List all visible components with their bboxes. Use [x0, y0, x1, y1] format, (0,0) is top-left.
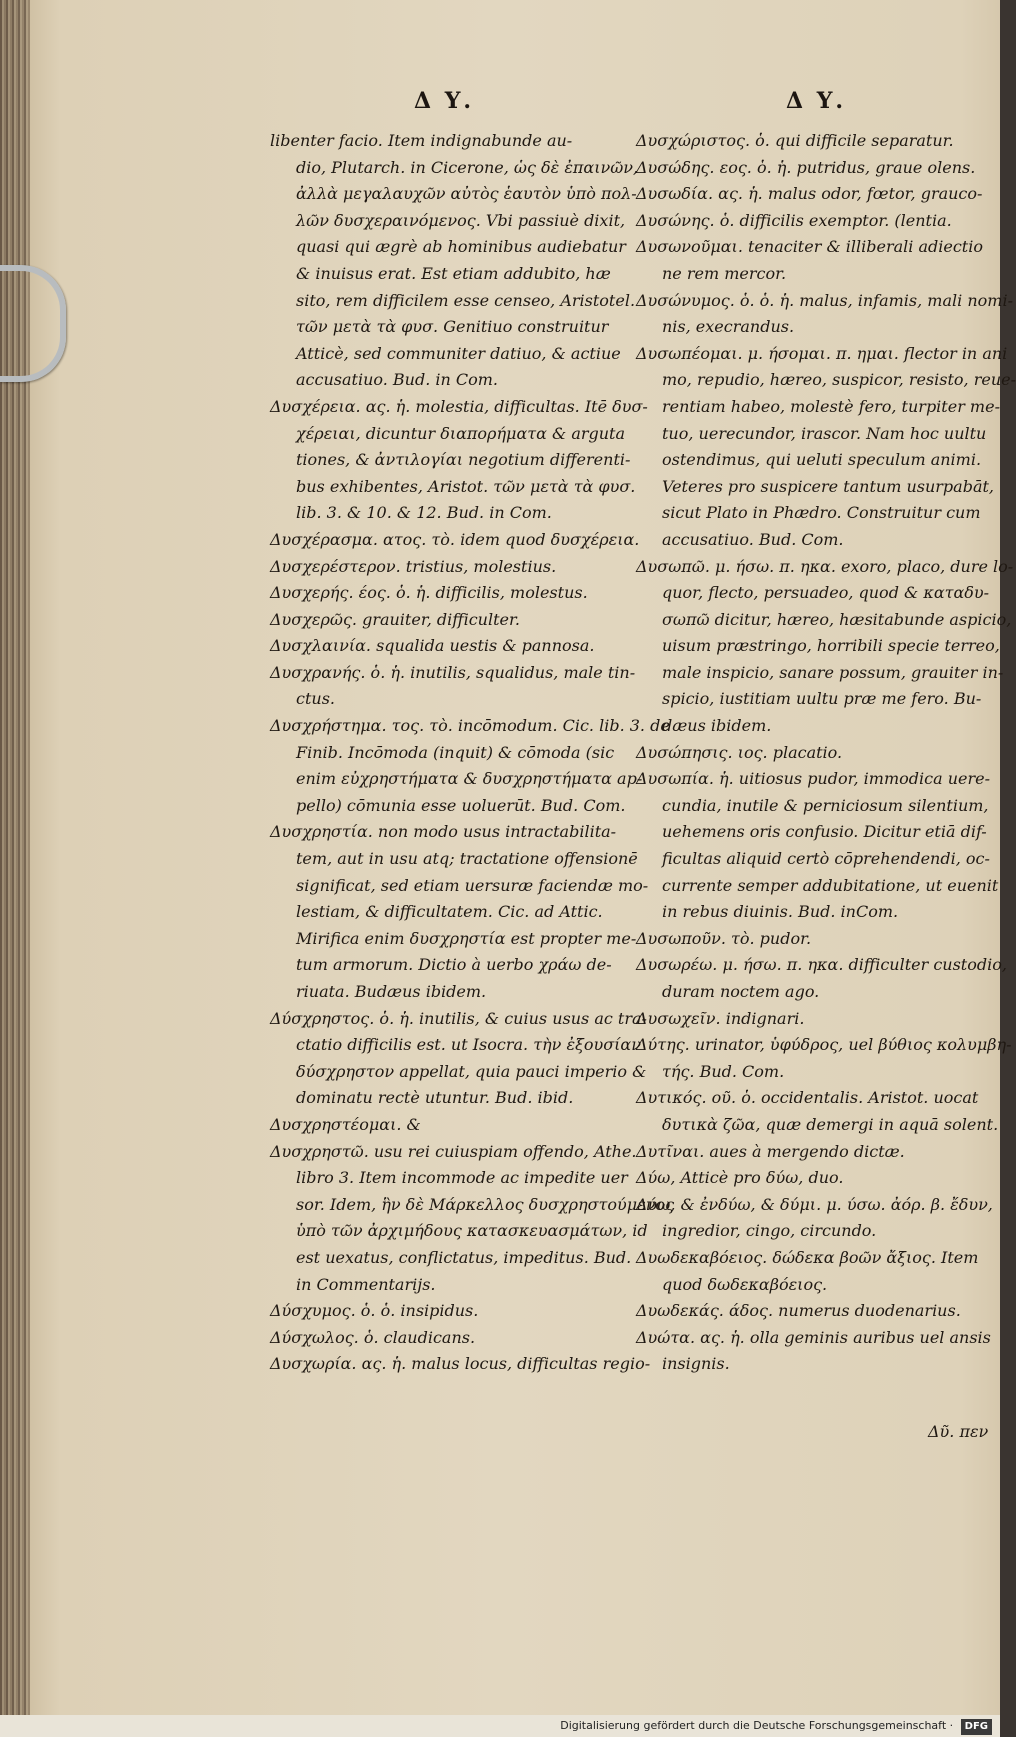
entry-headword-line: Δυσχωρία. ας. ἡ. malus locus, difficultas regio- — [270, 1354, 651, 1374]
dictionary-entry — [270, 633, 625, 660]
book-page-edges — [0, 0, 30, 1737]
entry-headword-line: Δυσχώριστος. ὁ. qui difficile separatur. — [636, 131, 954, 150]
entry-continuation-line: δυτικὰ ζῶα, quæ demergi in aquā solent. — [662, 1114, 999, 1134]
entry-continuation-line: lib. 3. & 10. & 12. Bud. in Com. — [296, 503, 552, 523]
entry-continuation-line: uehemens oris confusio. Dicitur etiā dif- — [662, 822, 987, 842]
entry-headword-line: Δυσχρηστέομαι. & — [270, 1114, 421, 1134]
dictionary-entry — [270, 607, 625, 634]
dictionary-entry — [270, 1112, 625, 1139]
entry-continuation-line: χέρειαι, dicuntur διαπορήματα & arguta — [296, 423, 626, 443]
entry-continuation-line: Mirifica enim δυσχρηστία est propter me- — [296, 928, 637, 948]
entry-continuation-line: significat, sed etiam uersuræ faciendæ mo- — [296, 875, 649, 895]
entry-headword-line: Δυτικός. οῦ. ὁ. occidentalis. Aristot. uocat — [636, 1088, 979, 1108]
dictionary-entry — [636, 740, 971, 767]
entry-continuation-line: ctus. — [296, 689, 335, 709]
dictionary-entry — [636, 341, 1016, 554]
dictionary-entry — [270, 1351, 651, 1378]
entry-continuation-line: ὑπὸ τῶν ἀρχιμήδους κατασκευασμάτων, id — [296, 1221, 648, 1241]
right-column — [636, 128, 1016, 1378]
entry-continuation-line: est uexatus, conflictatus, impeditus. Bud. — [296, 1247, 632, 1267]
entry-headword-line: Δυσωπία. ἡ. uitiosus pudor, immodica uere- — [636, 769, 991, 789]
dictionary-entry — [636, 766, 999, 926]
entry-headword-line: Δυσωρέω. μ. ήσω. π. ηκα. difficulter custodio, — [636, 955, 1007, 975]
entry-continuation-line: currente semper addubitatione, ut euenit — [662, 875, 999, 895]
entry-continuation-line: spicio, iustitiam uultu præ me fero. Bu- — [662, 689, 982, 709]
entry-headword-line: Δυσχερής. έος. ὁ. ἡ. difficilis, molestus. — [270, 583, 588, 603]
entry-continuation-line: bus exhibentes, Aristot. τῶν μετὰ τὰ φυσ. — [296, 476, 636, 496]
dictionary-entry — [636, 952, 1007, 1005]
entry-headword-line: Δυσωνοῦμαι. tenaciter & illiberali adiectio — [636, 237, 983, 257]
entry-headword-line: Δυσώνυμος. ὁ. ὁ. ἡ. malus, infamis, mali nomi- — [636, 290, 1013, 310]
entry-headword-line: Δυσχέρασμα. ατος. τὸ. idem quod δυσχέρεια. — [270, 529, 640, 549]
entry-continuation-line: mo, repudio, hæreo, suspicor, resisto, reue- — [662, 370, 1016, 390]
entry-continuation-line: δύσχρηστον appellat, quia pauci imperio & — [296, 1061, 647, 1081]
entry-headword-line: Δυτῖναι. aues à mergendo dictæ. — [636, 1141, 905, 1161]
entry-headword-line: Δυσώνης. ὁ. difficilis exemptor. (lentia. — [636, 210, 952, 230]
entry-continuation-line: Veteres pro suspicere tantum usurpabāt, — [662, 476, 995, 496]
entry-headword-line: Δύσχυμος. ὁ. ὁ. insipidus. — [270, 1301, 479, 1321]
entry-continuation-line: ingredior, cingo, circundo. — [662, 1221, 877, 1241]
entry-continuation-line: ficultas aliquid certò cōprehendendi, oc- — [662, 849, 990, 869]
running-head-left: Δ Υ. — [414, 88, 475, 114]
dictionary-entry — [636, 1165, 971, 1192]
entry-headword-line: Δυσχρήστημα. τος. τὸ. incōmodum. Cic. lib. 3. de — [270, 716, 670, 736]
dictionary-entry — [636, 926, 971, 953]
entry-continuation-line: riuata. Budæus ibidem. — [296, 982, 487, 1001]
entry-continuation-line: duram noctem ago. — [662, 982, 820, 1001]
dictionary-entry — [270, 580, 625, 607]
entry-headword-line: Δύω, & ἐνδύω, & δύμι. μ. ύσω. ἀόρ. β. ἔδυν, — [636, 1194, 993, 1214]
entry-continuation-line: insignis. — [662, 1354, 730, 1374]
dictionary-entry — [636, 1006, 971, 1033]
dictionary-entry — [636, 1298, 971, 1325]
dictionary-entry — [270, 713, 670, 819]
entry-continuation-line: cundia, inutile & perniciosum silentium, — [662, 795, 989, 815]
dictionary-entry — [270, 1139, 675, 1299]
entry-headword-line: Δυσχρηστία. non modo usus intractabilita- — [270, 822, 617, 842]
dictionary-entry — [636, 554, 1014, 740]
entry-headword-line: Δυσωχεῖν. indignari. — [636, 1008, 805, 1028]
paper-clip — [0, 265, 66, 382]
entry-continuation-line: lestiam, & difficultatem. Cic. ad Attic. — [296, 902, 603, 922]
entry-headword-line: Δυσωδία. ας. ἡ. malus odor, fœtor, grauco- — [636, 184, 983, 204]
entry-continuation-line: tiones, & ἀντιλογίαι negotium differenti- — [296, 450, 631, 470]
dictionary-entry — [270, 128, 639, 394]
entry-continuation-line: in Commentarijs. — [296, 1274, 436, 1294]
footer-text: Digitalisierung gefördert durch die Deutsche Forschungsgemeinschaft · — [560, 1719, 954, 1732]
dictionary-entry — [270, 660, 636, 713]
entry-continuation-line: ctatio difficilis est. ut Isocra. τὴν ἐξουσίαν — [296, 1035, 641, 1055]
dictionary-entry — [636, 128, 971, 155]
entry-continuation-line: ne rem mercor. — [662, 263, 787, 283]
digitization-footer — [0, 1715, 1000, 1737]
entry-continuation-line: pello) cōmunia esse uoluerūt. Bud. Com. — [296, 795, 626, 815]
entry-continuation-line: τής. Bud. Com. — [662, 1061, 785, 1081]
entry-headword-line: Δυσχλαινία. squalida uestis & pannosa. — [270, 636, 595, 656]
dictionary-entry — [636, 1192, 993, 1245]
entry-continuation-line: male inspicio, sanare possum, grauiter in- — [662, 662, 1004, 682]
dictionary-entry — [636, 181, 983, 208]
entry-headword-line: Δύσχωλος. ὁ. claudicans. — [270, 1327, 476, 1347]
entry-continuation-line: Atticè, sed communiter datiuo, & actiue — [296, 343, 621, 363]
dictionary-entry — [636, 1085, 999, 1138]
entry-continuation-line: ostendimus, qui ueluti speculum animi. — [662, 450, 982, 470]
dictionary-entry — [270, 1325, 625, 1352]
entry-continuation-line: rentiam habeo, molestè fero, turpiter me- — [662, 396, 1000, 416]
entry-continuation-line: accusatiuo. Bud. in Com. — [296, 370, 499, 390]
dfg-logo: DFG — [961, 1719, 992, 1735]
entry-continuation-line: τῶν μετὰ τὰ φυσ. Genitiuo construitur — [296, 317, 609, 337]
dictionary-entry — [270, 1006, 647, 1112]
catchword: Δῦ. πεν — [928, 1422, 989, 1441]
entry-continuation-line: sito, rem difficilem esse censeo, Aristotel. — [296, 290, 636, 310]
entry-headword-line: Δυσώδης. εος. ὁ. ἡ. putridus, graue olens. — [636, 157, 976, 177]
dictionary-entry — [636, 1139, 971, 1166]
dictionary-entry — [270, 1298, 625, 1325]
dictionary-entry — [270, 527, 640, 554]
running-head-right: Δ Υ. — [786, 88, 847, 114]
entry-continuation-line: in rebus diuinis. Bud. inCom. — [662, 902, 899, 922]
dictionary-entry — [270, 554, 625, 581]
entry-headword-line: Δυσωπέομαι. μ. ήσομαι. π. ημαι. flector in ani — [636, 343, 1008, 363]
dictionary-entry — [636, 208, 971, 235]
entry-headword-line: Δύω, Atticè pro δύω, duo. — [636, 1168, 844, 1188]
entry-continuation-line: & inuisus erat. Est etiam addubito, hæ — [296, 263, 611, 283]
entry-continuation-line: quod δωδεκαβόειος. — [662, 1274, 828, 1294]
entry-continuation-line: accusatiuo. Bud. Com. — [662, 529, 844, 549]
entry-headword-line: Δυωδεκαβόειος. δώδεκα βοῶν ἄξιος. Item — [636, 1247, 979, 1267]
entry-continuation-line: quasi qui ægrè ab hominibus audiebatur — [296, 237, 626, 257]
entry-headword-line: Δυσχρηστῶ. usu rei cuiuspiam offendo, Athe. — [270, 1141, 637, 1161]
entry-continuation-line: tuo, uerecundor, irascor. Nam hoc uultu — [662, 423, 987, 443]
entry-headword-line: Δυώτα. ας. ἡ. olla geminis auribus uel ansis — [636, 1327, 991, 1347]
entry-continuation-line: σωπῶ dicitur, hæreo, hæsitabunde aspicio, — [662, 609, 1012, 629]
entry-headword-line: Δυωδεκάς. άδος. numerus duodenarius. — [636, 1301, 961, 1321]
entry-continuation-line: λῶν δυσχεραινόμενος. Vbi passiuè dixit, — [296, 210, 626, 230]
entry-continuation-line: libro 3. Item incommode ac impedite uer — [296, 1168, 628, 1188]
dictionary-entry — [270, 819, 649, 1005]
entry-headword-line: Δυσωπῶ. μ. ήσω. π. ηκα. exoro, placo, dure lo- — [636, 556, 1014, 576]
entry-continuation-line: dio, Plutarch. in Cicerone, ὡς δὲ ἐπαινῶν, — [296, 157, 639, 177]
entry-headword-line: Δυσχρανής. ὁ. ἡ. inutilis, squalidus, male tin- — [270, 662, 636, 682]
entry-continuation-line: dominatu rectè utuntur. Bud. ibid. — [296, 1088, 574, 1108]
dictionary-entry — [636, 1032, 1012, 1085]
entry-continuation-line: quor, flecto, persuadeo, quod & καταδυ- — [662, 583, 990, 603]
entry-headword-line: Δύσχρηστος. ὁ. ἡ. inutilis, & cuius usus ac tra- — [270, 1008, 647, 1028]
dictionary-entry — [636, 1245, 979, 1298]
entry-continuation-line: nis, execrandus. — [662, 317, 795, 337]
entry-headword-line: Δυσχερέστερον. tristius, molestius. — [270, 556, 557, 576]
dictionary-entry — [636, 155, 976, 182]
entry-headword-line: Δυσχερῶς. grauiter, difficulter. — [270, 609, 520, 629]
entry-continuation-line: enim εὐχρηστήματα & δυσχρηστήματα ap- — [296, 769, 643, 789]
entry-headword-line: Δύτης. urinator, ὑφύδρος, uel βύθιος κολυμβη- — [636, 1035, 1012, 1055]
entry-continuation-line: sicut Plato in Phædro. Construitur cum — [662, 503, 981, 523]
entry-headword-line: libenter facio. Item indignabunde au- — [270, 131, 573, 150]
entry-continuation-line: ἀλλὰ μεγαλαυχῶν αὐτὸς ἑαυτὸν ὑπὸ πολ- — [296, 184, 637, 204]
entry-continuation-line: tum armorum. Dictio à uerbo χράω de- — [296, 955, 612, 975]
entry-continuation-line: sor. Idem, ἣν δὲ Μάρκελλος δυσχρηστούμενος — [296, 1194, 675, 1214]
entry-headword-line: Δυσχέρεια. ας. ἡ. molestia, difficultas. Itē δυσ- — [270, 396, 648, 416]
dictionary-entry — [636, 1325, 991, 1378]
dictionary-entry — [270, 394, 648, 527]
entry-continuation-line: uisum præstringo, horribili specie terreo, — [662, 636, 1000, 656]
dictionary-entry — [636, 288, 1013, 341]
dictionary-entry — [636, 234, 983, 287]
entry-continuation-line: tem, aut in usu atq; tractatione offensionē — [296, 849, 638, 869]
entry-headword-line: Δυσωποῦν. τὸ. pudor. — [636, 928, 812, 948]
entry-continuation-line: Finib. Incōmoda (inquit) & cōmoda (sic — [296, 742, 615, 762]
entry-headword-line: Δυσώπησις. ιος. placatio. — [636, 742, 843, 762]
entry-continuation-line: dæus ibidem. — [662, 716, 772, 736]
left-column — [270, 128, 675, 1378]
